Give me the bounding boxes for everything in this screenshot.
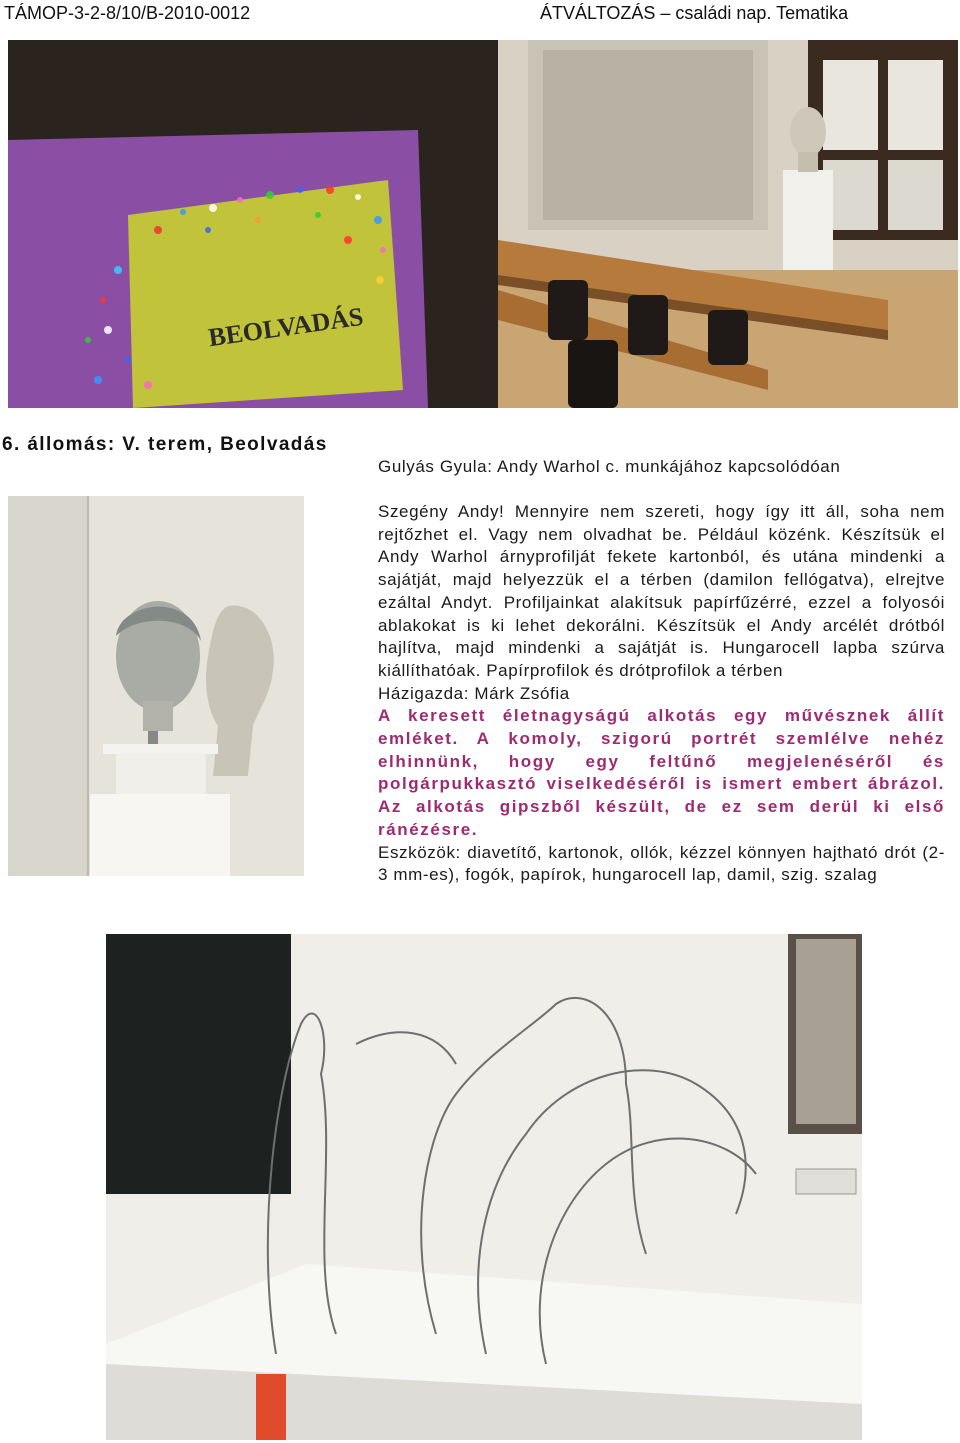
subtitle bbox=[378, 456, 945, 479]
poster-sign-text: BEOLVADÁS bbox=[206, 301, 366, 353]
photo-wire-profiles bbox=[106, 934, 862, 1440]
highlight-paragraph: A keresett életnagyságú alkotás egy művésznek állít emléket. A komoly, szigorú portrét szemlélve nehéz elhinnünk, hogy egy feltűnő megjelenéséről és polgárpukkasztó viselkedéséről is ismert embert ábrázol. Az alkotás gipszből készült, de ez sem derül ki első ránézésre. bbox=[378, 706, 945, 839]
subtitle-text: Gulyás Gyula: Andy Warhol c. munkájához kapcsolódóan bbox=[378, 457, 841, 476]
body-column bbox=[378, 501, 945, 887]
header-project-code: TÁMOP-3-2-8/10/B-2010-0012 bbox=[4, 3, 251, 23]
photo-room-drawing bbox=[8, 40, 958, 408]
photo-room-beolvadas bbox=[8, 40, 958, 408]
photo-wire-drawing bbox=[106, 934, 862, 1440]
header-event-title: ÁTVÁLTOZÁS – családi nap. Tematika bbox=[540, 3, 849, 23]
tools-paragraph: Eszközök: diavetítő, kartonok, ollók, kézzel könnyen hajtható drót (2-3 mm-es), fogók, papírok, hungarocell lap, damil, szig. szalag bbox=[378, 842, 945, 885]
host-line: Házigazda: Márk Zsófia bbox=[378, 683, 570, 703]
photo-plaster-bust bbox=[8, 496, 304, 876]
description-paragraph: Szegény Andy! Mennyire nem szereti, hogy így itt áll, soha nem rejtőzhet el. Vagy nem olvadhat be. Például közénk. Készítsük el Andy Warhol árnyprofilját fekete kartonból, és utána mindenki a sajátját, majd helyezzük el a térben (damilon fellógatva), elrejtve ezáltal Andyt. Profiljainkat alakítsuk papírfűzérré, ezzel a folyosói ablakokat is ki lehet dekorálni. Készítsük el Andy arcélét drótból hajlítva, majd mindenki a sajátját is. Hungarocell lapba szúrva kiállíthatóak. Papírprofilok és drótprofilok a térben bbox=[378, 502, 945, 680]
station-title: 6. állomás: V. terem, Beolvadás bbox=[2, 434, 328, 455]
photo-bust-drawing bbox=[8, 496, 304, 876]
